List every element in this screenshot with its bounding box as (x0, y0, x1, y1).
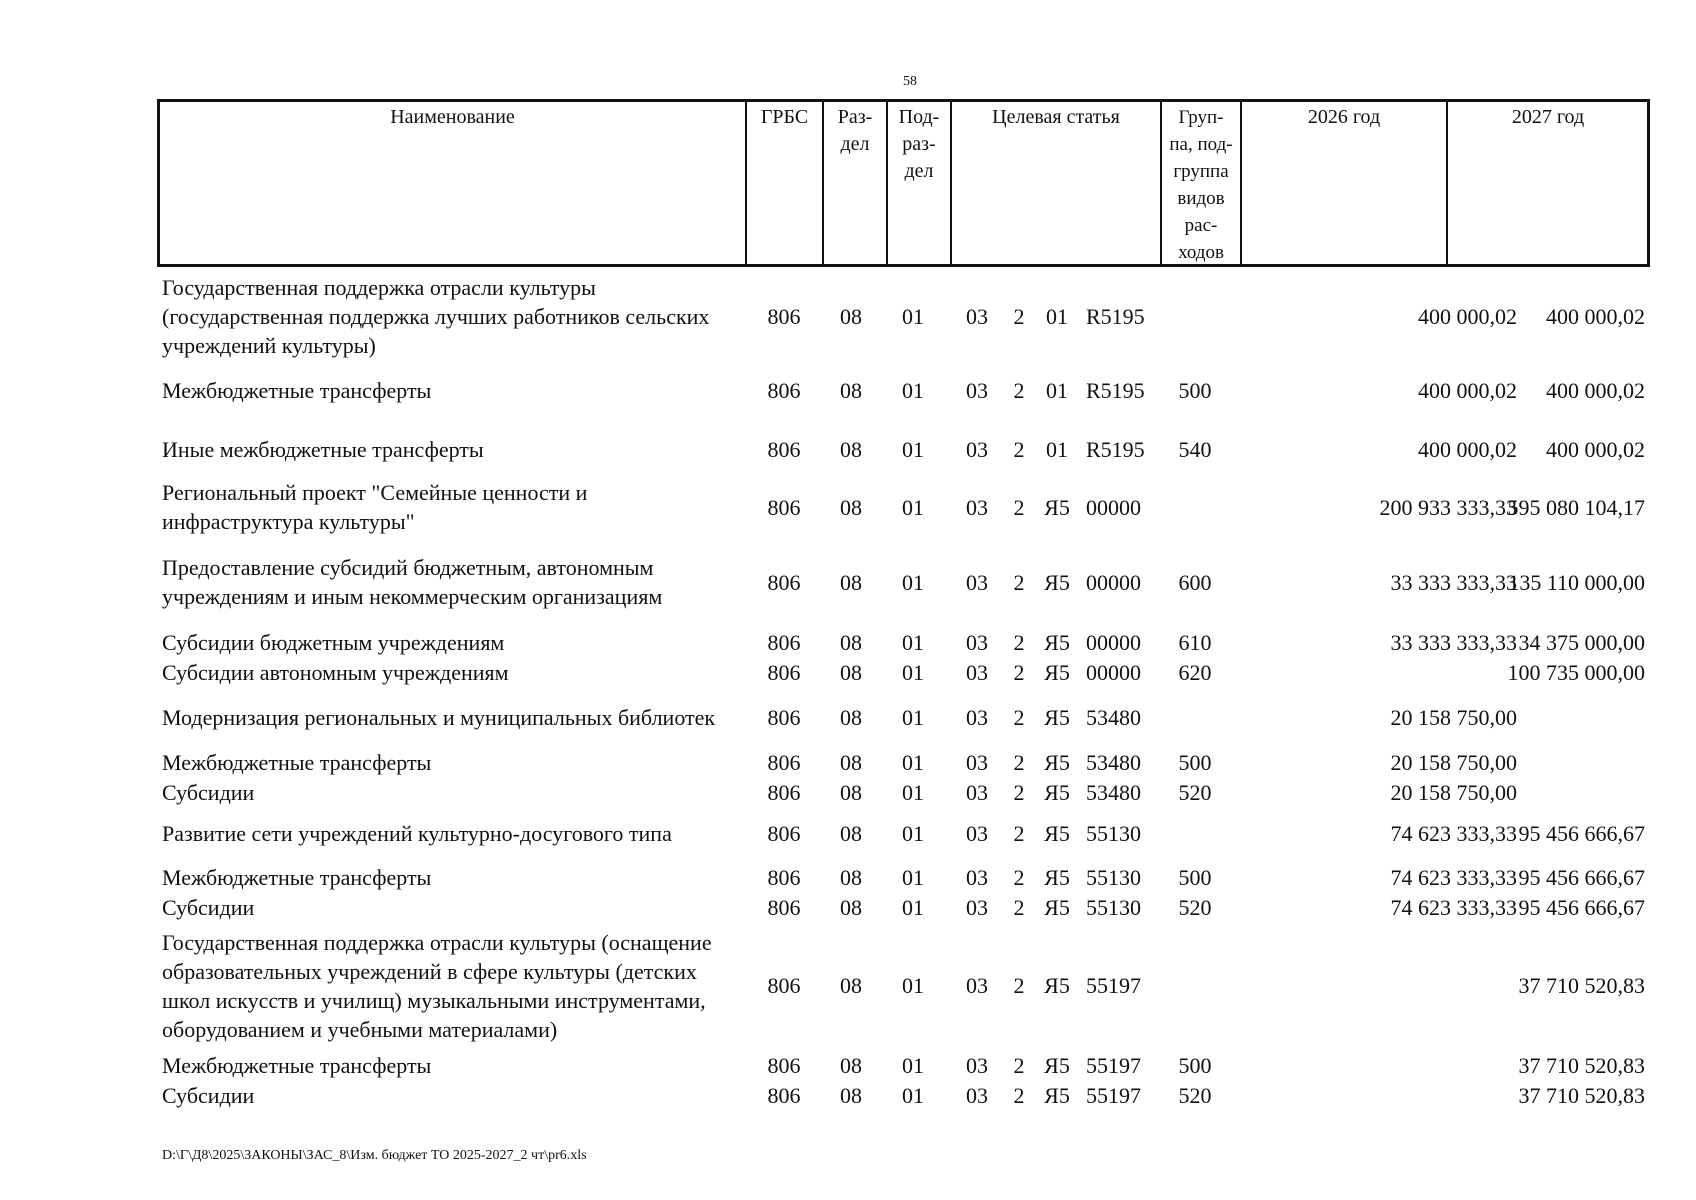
row-name: Модернизация региональных и муниципальных библиотек (162, 704, 716, 730)
row-cs4: R5195 (1086, 377, 1145, 403)
row-cs3: 01 (1046, 377, 1068, 403)
row-grbs: 806 (767, 494, 801, 520)
table-row (157, 1050, 1650, 1080)
row-cs3: Я5 (1044, 749, 1070, 775)
row-cs4: 00000 (1086, 659, 1141, 685)
row-y27 (1447, 777, 1645, 807)
row-y27: 400 000,02 (1546, 303, 1645, 329)
table-row (157, 688, 1650, 746)
header-group: Груп- па, под- группа видов рас- ходов (1162, 102, 1242, 264)
row-name: Государственная поддержка отрасли культуры (государственная поддержка лучших работников сельских учреждений культуры) (162, 274, 710, 358)
row-y27: 400 000,02 (1546, 436, 1645, 462)
row-grp: 500 (1178, 1052, 1212, 1078)
row-cs4: 55197 (1086, 1082, 1141, 1108)
row-podr: 01 (902, 494, 924, 520)
row-cs2: 2 (1013, 779, 1025, 805)
row-grp (1157, 818, 1233, 848)
row-grbs: 806 (767, 659, 801, 685)
row-cs3: Я5 (1044, 779, 1070, 805)
table-row (157, 657, 1650, 687)
row-grp: 520 (1178, 1082, 1212, 1108)
row-cs4: 00000 (1086, 569, 1141, 595)
row-name: Государственная поддержка отрасли культуры (оснащение образовательных учреждений в сфере культуры (детских школ искусств и училищ) музыкальными инструментами, оборудованием и учебными материалами) (162, 929, 712, 1042)
page-number: 58 (903, 74, 917, 89)
row-grp (1157, 688, 1233, 746)
row-razd: 08 (840, 1052, 862, 1078)
row-y26: 400 000,02 (1418, 303, 1517, 329)
row-razd: 08 (840, 779, 862, 805)
row-podr: 01 (902, 894, 924, 920)
row-grp: 500 (1178, 749, 1212, 775)
row-grbs: 806 (767, 1082, 801, 1108)
table-row (157, 434, 1650, 464)
row-cs2: 2 (1013, 749, 1025, 775)
row-grbs: 806 (767, 436, 801, 462)
row-y26: 74 623 333,33 (1390, 864, 1517, 890)
row-cs1: 03 (966, 1052, 988, 1078)
row-cs1: 03 (966, 1082, 988, 1108)
row-name: Развитие сети учреждений культурно-досугового типа (162, 820, 672, 846)
row-cs1: 03 (966, 779, 988, 805)
row-cs3: Я5 (1044, 494, 1070, 520)
row-name: Субсидии бюджетным учреждениям (162, 629, 505, 655)
row-razd: 08 (840, 659, 862, 685)
row-cs1: 03 (966, 749, 988, 775)
row-razd: 08 (840, 820, 862, 846)
row-y27: 37 710 520,83 (1518, 1082, 1645, 1108)
header-2027: 2027 год (1511, 106, 1585, 128)
row-podr: 01 (902, 629, 924, 655)
row-y27: 95 456 666,67 (1518, 864, 1645, 890)
row-cs4: 55130 (1086, 864, 1141, 890)
row-cs4: 53480 (1086, 704, 1141, 730)
row-name: Межбюджетные трансферты (162, 377, 432, 403)
table-row (157, 862, 1650, 892)
row-cs3: 01 (1046, 303, 1068, 329)
row-cs2: 2 (1013, 1052, 1025, 1078)
row-name: Субсидии (162, 894, 255, 920)
row-cs4: R5195 (1086, 303, 1145, 329)
row-grbs: 806 (767, 820, 801, 846)
row-cs3: Я5 (1044, 973, 1070, 998)
table-row (157, 777, 1650, 807)
row-cs2: 2 (1013, 1082, 1025, 1108)
row-podr: 01 (902, 436, 924, 462)
row-grbs: 806 (767, 894, 801, 920)
row-podr: 01 (902, 864, 924, 890)
row-cs3: 01 (1046, 436, 1068, 462)
row-cs3: Я5 (1044, 704, 1070, 730)
row-grbs: 806 (767, 303, 801, 329)
row-cs3: Я5 (1044, 1052, 1070, 1078)
row-podr: 01 (902, 659, 924, 685)
table-row (157, 747, 1650, 777)
table-row (157, 1080, 1650, 1110)
row-cs3: Я5 (1044, 864, 1070, 890)
row-cs4: 55197 (1086, 1052, 1141, 1078)
row-cs1: 03 (966, 973, 988, 998)
row-grp (1157, 272, 1233, 360)
row-grbs: 806 (767, 1052, 801, 1078)
row-cs1: 03 (966, 569, 988, 595)
row-cs4: 55130 (1086, 820, 1141, 846)
table-header (157, 99, 1650, 267)
row-grp: 600 (1178, 569, 1212, 595)
row-podr: 01 (902, 303, 924, 329)
row-y26: 400 000,02 (1418, 377, 1517, 403)
row-cs2: 2 (1013, 377, 1025, 403)
row-y26: 74 623 333,33 (1390, 820, 1517, 846)
header-2026: 2026 год (1242, 102, 1448, 264)
row-cs1: 03 (966, 629, 988, 655)
row-cs4: 00000 (1086, 494, 1141, 520)
header-razdel: Раз- дел (824, 102, 888, 264)
row-name: Межбюджетные трансферты (162, 1052, 432, 1078)
row-grp: 520 (1178, 779, 1212, 805)
row-cs2: 2 (1013, 894, 1025, 920)
row-cs4: 53480 (1086, 779, 1141, 805)
row-razd: 08 (840, 569, 862, 595)
row-razd: 08 (840, 436, 862, 462)
row-cs3: Я5 (1044, 659, 1070, 685)
row-grp (1157, 922, 1233, 1049)
row-y26: 74 623 333,33 (1390, 894, 1517, 920)
table-row (157, 627, 1650, 657)
row-cs1: 03 (966, 303, 988, 329)
row-podr: 01 (902, 1082, 924, 1108)
row-y26: 20 158 750,00 (1390, 749, 1517, 775)
row-podr: 01 (902, 377, 924, 403)
row-y27: 37 710 520,83 (1518, 1052, 1645, 1078)
row-grbs: 806 (767, 629, 801, 655)
row-razd: 08 (840, 864, 862, 890)
table-row (157, 922, 1650, 1049)
row-cs3: Я5 (1044, 569, 1070, 595)
row-podr: 01 (902, 973, 924, 998)
row-name: Субсидии (162, 779, 255, 805)
row-y27: 95 456 666,67 (1518, 820, 1645, 846)
row-grbs: 806 (767, 779, 801, 805)
row-y26: 33 333 333,33 (1390, 569, 1517, 595)
file-path: D:\Г\Д8\2025\ЗАКОНЫ\ЗАС_8\Изм. бюджет ТО 2025-2027_2 чт\pr6.xls (162, 1148, 587, 1163)
row-cs4: 55130 (1086, 894, 1141, 920)
row-razd: 08 (840, 377, 862, 403)
row-cs2: 2 (1013, 973, 1025, 998)
table-row (157, 892, 1650, 922)
row-cs2: 2 (1013, 494, 1025, 520)
row-razd: 08 (840, 749, 862, 775)
row-grp: 520 (1178, 894, 1212, 920)
row-cs4: 53480 (1086, 749, 1141, 775)
row-name: Межбюджетные трансферты (162, 864, 432, 890)
row-cs2: 2 (1013, 659, 1025, 685)
row-grp: 610 (1178, 629, 1212, 655)
row-podr: 01 (902, 779, 924, 805)
row-cs1: 03 (966, 820, 988, 846)
row-y27: 100 735 000,00 (1507, 659, 1645, 685)
table-row (157, 478, 1650, 536)
row-cs1: 03 (966, 377, 988, 403)
row-y26: 400 000,02 (1418, 436, 1517, 462)
header-podrazdel: Под- раз- дел (888, 102, 952, 264)
row-cs3: Я5 (1044, 1082, 1070, 1108)
row-cs3: Я5 (1044, 629, 1070, 655)
row-cs1: 03 (966, 494, 988, 520)
table-row (157, 272, 1650, 360)
table-row (157, 375, 1650, 405)
row-cs1: 03 (966, 864, 988, 890)
row-cs2: 2 (1013, 303, 1025, 329)
row-y27: 37 710 520,83 (1518, 973, 1645, 998)
row-podr: 01 (902, 569, 924, 595)
row-y26: 20 158 750,00 (1390, 779, 1517, 805)
row-podr: 01 (902, 704, 924, 730)
header-target: Целевая статья (952, 102, 1162, 264)
row-razd: 08 (840, 494, 862, 520)
row-grbs: 806 (767, 973, 801, 998)
row-podr: 01 (902, 749, 924, 775)
row-cs4: 55197 (1086, 973, 1141, 998)
row-razd: 08 (840, 629, 862, 655)
row-grp (1157, 478, 1233, 536)
row-cs2: 2 (1013, 436, 1025, 462)
row-grbs: 806 (767, 864, 801, 890)
row-y27: 135 110 000,00 (1508, 569, 1645, 595)
row-grbs: 806 (767, 704, 801, 730)
row-razd: 08 (840, 704, 862, 730)
row-podr: 01 (902, 820, 924, 846)
row-y27: 95 456 666,67 (1518, 894, 1645, 920)
row-cs2: 2 (1013, 629, 1025, 655)
row-podr: 01 (902, 1052, 924, 1078)
row-razd: 08 (840, 973, 862, 998)
row-y26: 33 333 333,33 (1390, 629, 1517, 655)
row-grp: 540 (1178, 436, 1212, 462)
row-grbs: 806 (767, 377, 801, 403)
row-name: Предоставление субсидий бюджетным, автономным учреждениям и иным некоммерческим организациям (162, 555, 663, 609)
header-grbs: ГРБС (747, 102, 824, 264)
row-name: Субсидии (162, 1082, 255, 1108)
row-cs1: 03 (966, 436, 988, 462)
row-razd: 08 (840, 303, 862, 329)
row-razd: 08 (840, 1082, 862, 1108)
row-y27: 595 080 104,17 (1507, 494, 1645, 520)
row-grbs: 806 (767, 749, 801, 775)
row-grp: 500 (1178, 377, 1212, 403)
header-name: Наименование (160, 102, 747, 264)
row-name: Межбюджетные трансферты (162, 749, 432, 775)
row-cs3: Я5 (1044, 894, 1070, 920)
row-cs4: R5195 (1086, 436, 1145, 462)
row-cs1: 03 (966, 704, 988, 730)
row-razd: 08 (840, 894, 862, 920)
row-cs2: 2 (1013, 820, 1025, 846)
row-grp: 620 (1178, 659, 1212, 685)
table-row (157, 552, 1650, 612)
row-cs2: 2 (1013, 704, 1025, 730)
row-cs3: Я5 (1044, 820, 1070, 846)
row-cs2: 2 (1013, 569, 1025, 595)
row-name: Субсидии автономным учреждениям (162, 659, 509, 685)
row-y26: 20 158 750,00 (1390, 704, 1517, 730)
row-name: Региональный проект "Семейные ценности и инфраструктура культуры" (162, 480, 588, 534)
row-y27 (1447, 688, 1645, 746)
row-y27 (1447, 747, 1645, 777)
row-y27: 34 375 000,00 (1518, 629, 1645, 655)
row-y27: 400 000,02 (1546, 377, 1645, 403)
row-grbs: 806 (767, 569, 801, 595)
row-cs2: 2 (1013, 864, 1025, 890)
row-cs4: 00000 (1086, 629, 1141, 655)
row-cs1: 03 (966, 894, 988, 920)
row-grp: 500 (1178, 864, 1212, 890)
row-y26: 200 933 333,33 (1379, 494, 1517, 520)
table-row (157, 818, 1650, 848)
row-cs1: 03 (966, 659, 988, 685)
row-name: Иные межбюджетные трансферты (162, 436, 484, 462)
